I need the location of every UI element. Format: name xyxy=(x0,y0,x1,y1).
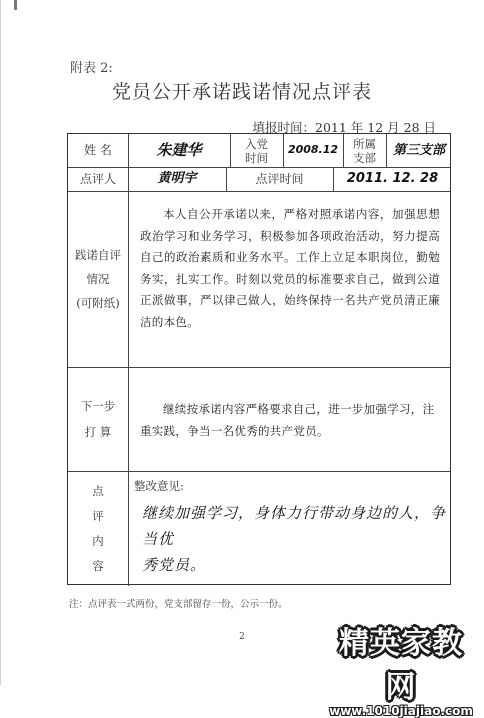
branch-value: 第三支部 xyxy=(392,142,445,158)
next-step-label-line2: 打 算 xyxy=(84,425,112,439)
footer-note: 注：点评表一式两份，党支部留存一份，公示一份。 xyxy=(69,599,288,610)
rectification-handwriting xyxy=(142,500,448,578)
review-time-label: 点评时间 xyxy=(255,171,304,186)
handwriting-line1: 继续加强学习，身体力行带动身边的人，争当优 xyxy=(142,504,447,548)
branch-label-line2: 支部 xyxy=(353,150,376,165)
self-eval-label xyxy=(68,191,128,367)
branch-label-line1: 所属 xyxy=(353,136,376,151)
handwriting-line2: 秀党员。 xyxy=(142,556,207,574)
page-number: 2 xyxy=(239,632,245,642)
name-label: 姓 名 xyxy=(84,143,112,158)
join-time-label xyxy=(230,134,283,167)
self-eval-label-line2: 情况 xyxy=(86,272,110,286)
review-label-char: 容 xyxy=(92,558,104,573)
branch-label xyxy=(343,134,386,167)
watermark-url: www.1010jiajiao.com xyxy=(329,704,473,718)
rectification-label: 整改意见: xyxy=(134,479,184,493)
self-eval-label-line1: 践诺自评 xyxy=(75,248,121,262)
name-value: 朱建华 xyxy=(156,141,202,160)
attachment-label: 附表 2: xyxy=(70,61,113,76)
fill-date: 填报时间：2011 年 12 月 28 日 xyxy=(252,120,436,135)
page-title: 党员公开承诺践诺情况点评表 xyxy=(111,81,372,103)
next-step-text: 继续按承诺内容严格要求自己，进一步加强学习，注重实践，争当一名优秀的共产党员。 xyxy=(140,402,435,438)
self-eval-text: 本人自公开承诺以来，严格对照承诺内容，加强思想政治学习和业务学习，积极参加各项政治活动，努力提高自己的政治素质和业务水平。工作上立足本职岗位，勤勉务实，扎实工作。时刻以党员的标准要求自己，做到公道正派做事，严以律己做人，始终保持一名共产党员清正廉洁的本色。 xyxy=(140,207,440,329)
reviewer-label: 点评人 xyxy=(79,171,116,186)
review-content-label xyxy=(68,471,128,586)
next-step-label xyxy=(68,367,128,471)
site-watermark xyxy=(326,618,476,718)
watermark-logo: 精英家教网 xyxy=(339,626,463,705)
review-form-table xyxy=(67,133,451,585)
review-label-char: 评 xyxy=(92,508,104,523)
review-label-char: 内 xyxy=(92,533,104,548)
join-time-label-line1: 入党 xyxy=(245,136,268,151)
join-time-value: 2008.12 xyxy=(287,143,339,157)
binding-mark xyxy=(14,0,17,10)
next-step-label-line1: 下一步 xyxy=(80,399,116,413)
reviewer-value: 黄明宇 xyxy=(157,171,197,187)
review-time-value: 2011. 12. 28 xyxy=(346,171,439,187)
join-time-label-line2: 时间 xyxy=(245,150,268,165)
column-divider xyxy=(128,134,129,586)
review-label-char: 点 xyxy=(92,483,104,498)
self-eval-label-line3: (可附纸) xyxy=(76,296,120,310)
